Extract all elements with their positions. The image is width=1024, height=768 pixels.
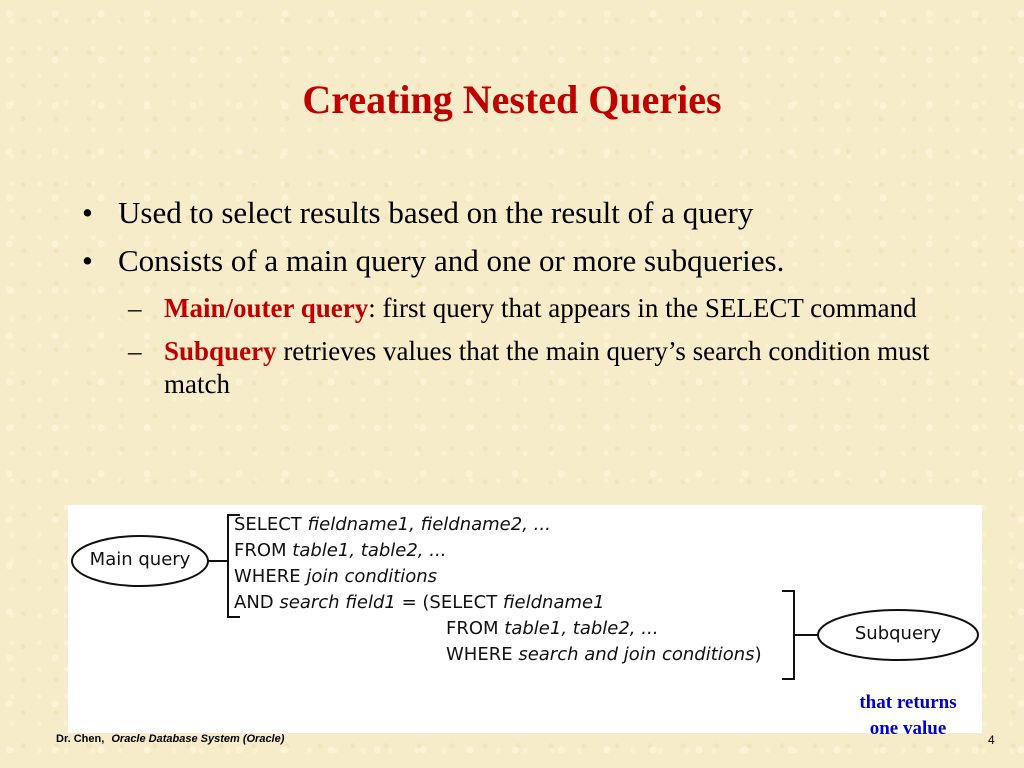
footer-course: Oracle Database System (Oracle)	[111, 733, 285, 745]
bullet-item	[82, 244, 962, 278]
subquery-label: Subquery	[854, 623, 942, 644]
sql-keyword: = (SELECT	[395, 592, 503, 613]
sql-italic: table1, table2, ...	[504, 618, 659, 639]
subbullet-term: Subquery	[164, 336, 277, 366]
bullet-dot: •	[82, 243, 93, 278]
sql-line	[234, 538, 446, 564]
sql-keyword: AND	[234, 592, 280, 613]
subbullet-item	[82, 292, 942, 325]
note-line: that returns	[859, 692, 957, 713]
sql-keyword: )	[754, 644, 762, 665]
subbullet-term: Main/outer query	[164, 293, 369, 323]
sql-line	[446, 616, 658, 642]
bullet-text: Used to select results based on the result of a query	[118, 195, 754, 230]
sql-italic: table1, table2, ...	[292, 540, 447, 561]
subbullet-text: : first query that appears in the SELECT command	[368, 293, 917, 323]
page-number: 4	[988, 733, 995, 747]
sql-line	[234, 590, 605, 616]
sql-italic: search and join conditions	[518, 644, 755, 665]
sql-keyword: SELECT	[234, 514, 308, 535]
note-line: one value	[869, 718, 947, 739]
subbullet-text: retrieves values that the main query’s search condition must match	[164, 336, 930, 399]
bullet-text: Consists of a main query and one or more subqueries.	[118, 243, 785, 278]
footer-author: Dr. Chen,	[56, 733, 105, 745]
subquery-note	[838, 690, 978, 742]
bullet-item	[82, 196, 962, 230]
subbullet-item	[82, 335, 942, 401]
subbullet-dash: –	[128, 336, 142, 366]
footer	[56, 733, 284, 745]
slide-title: Creating Nested Queries	[302, 77, 722, 122]
sql-italic: join conditions	[306, 566, 438, 587]
sql-line	[234, 512, 551, 538]
subbullet-dash: –	[128, 293, 142, 323]
sql-keyword: WHERE	[234, 566, 307, 587]
sql-keyword: FROM	[234, 540, 293, 561]
sql-italic: fieldname1, fieldname2, ...	[307, 514, 551, 535]
bullet-dot: •	[82, 195, 93, 230]
sql-line	[446, 642, 762, 668]
sql-italic: search field1	[279, 592, 396, 613]
main-query-label: Main query	[89, 549, 191, 570]
sql-line	[234, 564, 437, 590]
sql-keyword: FROM	[446, 618, 505, 639]
subquery-bracket	[782, 591, 794, 679]
sql-italic: fieldname1	[502, 592, 605, 613]
bullet-list	[82, 196, 962, 411]
sql-keyword: WHERE	[446, 644, 519, 665]
